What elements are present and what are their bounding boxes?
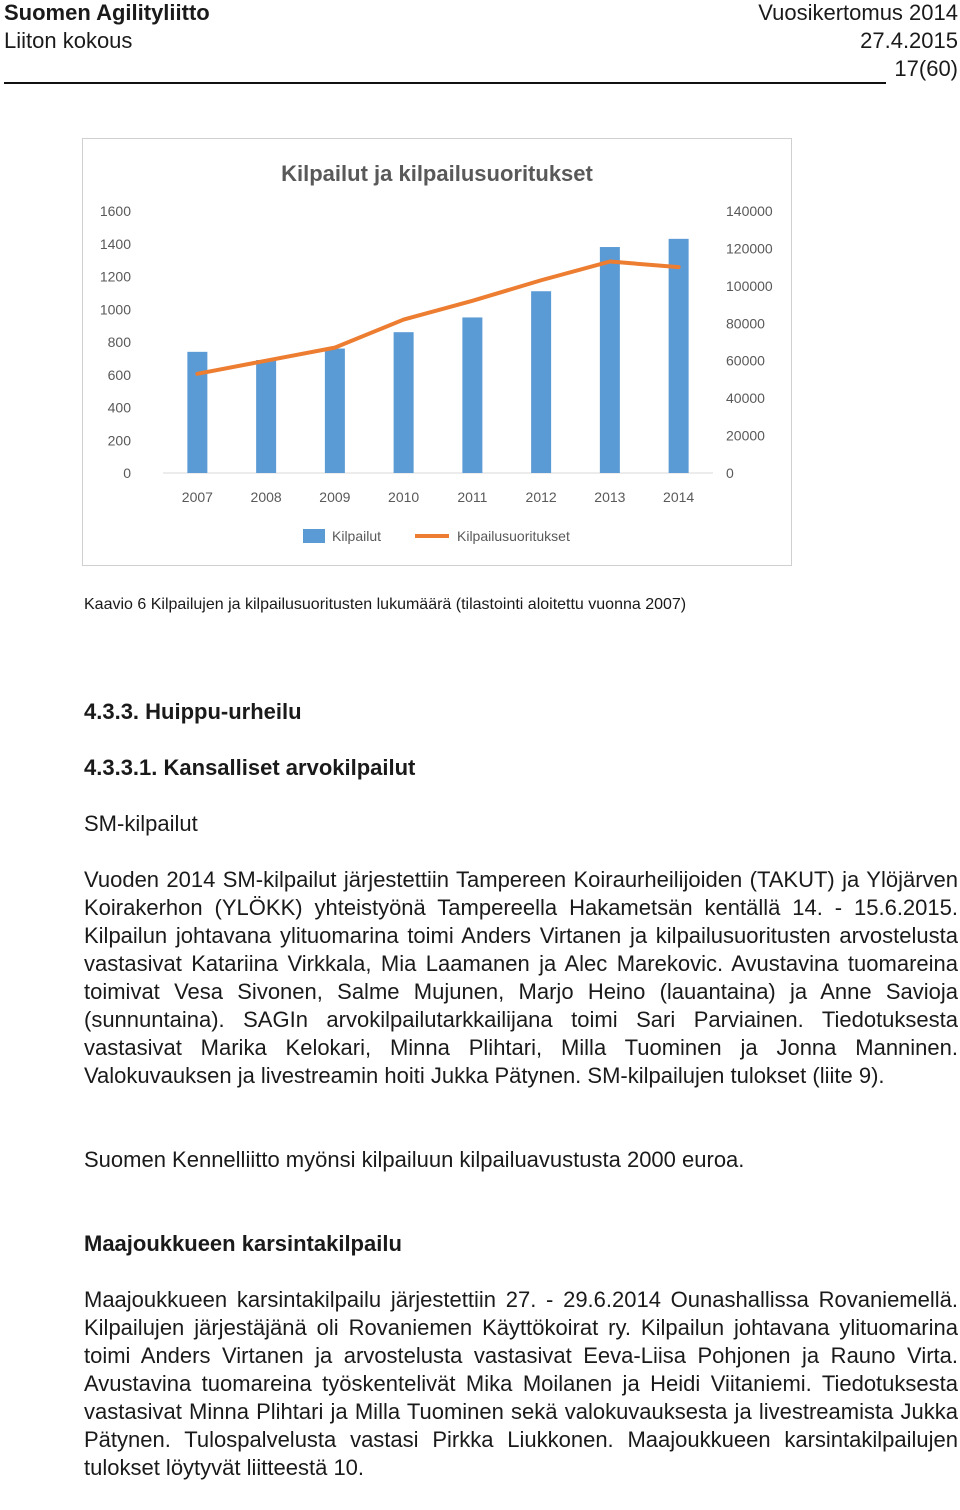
- x-tick-label: 2014: [663, 489, 695, 505]
- x-tick-label: 2007: [181, 489, 213, 505]
- right-tick-label: 100000: [726, 277, 773, 294]
- x-axis-ticks: [182, 489, 695, 505]
- left-axis-ticks: [100, 203, 131, 481]
- chart-legend: [303, 528, 570, 544]
- right-tick-label: 60000: [726, 352, 765, 369]
- heading-sm-kilpailut: SM-kilpailut: [84, 811, 198, 836]
- bar-2011: [462, 317, 482, 473]
- heading-kansalliset-arvokilpailut: 4.3.3.1. Kansalliset arvokilpailut: [84, 755, 416, 780]
- document-date: 27.4.2015: [860, 28, 958, 53]
- bar-2013: [600, 247, 620, 473]
- chart-title: Kilpailut ja kilpailusuoritukset: [281, 161, 593, 186]
- document-title: Vuosikertomus 2014: [758, 0, 958, 25]
- legend-swatch-kilpailut: [303, 529, 325, 543]
- left-tick-label: 1200: [99, 268, 131, 285]
- left-tick-label: 0: [123, 465, 131, 481]
- left-tick-label: 200: [107, 432, 131, 449]
- paragraph-sm-kilpailut: Vuoden 2014 SM-kilpailut järjestettiin Tampereen Koiraurheilijoiden (TAKUT) ja Ylöjärven Koirakerhon (YLÖKK) yhteistyönä Tampereella Hakametsän kentällä 14. - 15.6.2015. Kilpailun johtavana ylituomarina toimi Anders Virtanen ja kilpailusuoritusten arvostelusta vastasivat Katariina Virkkala, Mia Laamanen ja Alec Marekovic. Avustavina tuomareina toimivat Vesa Sivonen, Salme Mujunen, Marjo Heino (lauantaina) ja Anne Savioja (sunnuntaina). SAGIn arvokilpailutarkkailijana toimi Sari Parviainen. Tiedotuksesta vastasivat Marika Kelokari, Minna Plihtari, Milla Tuominen ja Jonna Manninen. Valokuvauksen ja livestreamin hoiti Jukka Pätynen. SM-kilpailujen tulokset (liite 9).: [84, 867, 958, 1088]
- left-tick-label: 600: [107, 366, 131, 383]
- heading-maajoukkueen-karsinta: Maajoukkueen karsintakilpailu: [84, 1231, 402, 1256]
- org-name: Suomen Agilityliitto: [4, 0, 210, 25]
- heading-huippu-urheilu: 4.3.3. Huippu-urheilu: [84, 699, 302, 724]
- bar-2008: [256, 360, 276, 473]
- right-tick-label: 40000: [726, 390, 765, 407]
- bar-series: [187, 239, 688, 473]
- legend-label-kilpailusuoritukset: Kilpailusuoritukset: [457, 528, 570, 544]
- paragraph-avustus: Suomen Kennelliitto myönsi kilpailuun kilpailuavustusta 2000 euroa.: [84, 1147, 745, 1172]
- bar-2009: [325, 349, 345, 473]
- legend-label-kilpailut: Kilpailut: [332, 528, 382, 544]
- right-tick-label: 20000: [726, 427, 765, 444]
- x-tick-label: 2009: [319, 489, 351, 505]
- x-tick-label: 2012: [525, 489, 557, 505]
- chart-caption: Kaavio 6 Kilpailujen ja kilpailusuoritusten lukumäärä (tilastointi aloitettu vuonna 2007): [84, 596, 687, 613]
- bar-2010: [394, 332, 414, 473]
- left-tick-label: 400: [107, 399, 131, 416]
- chart: [82, 138, 792, 566]
- paragraph-maajoukkueen-karsinta: Maajoukkueen karsintakilpailu järjestettiin 27. - 29.6.2014 Ounashallissa Rovaniemellä. Kilpailujen järjestäjänä oli Rovaniemen Käyttökoirat ry. Kilpailun johtavana ylituomarina toimi Anders Virtanen ja arvostelusta vastasivat Eeva-Liisa Pohjonen ja Rauno Virta. Avustavina tuomareina työskentelivät Mika Moilanen ja Heidi Viitaniemi. Tiedotuksesta vastasivat Minna Plihtari ja Milla Tuominen sekä valokuvauksesta ja livestreamista Jukka Pätynen. Tulospalvelusta vastasi Pirkka Liukkonen. Maajoukkueen karsintakilpailujen tulokset löytyvät liitteestä 10.: [84, 1287, 958, 1480]
- left-tick-label: 1000: [99, 301, 131, 318]
- left-tick-label: 1600: [99, 203, 131, 219]
- bar-2012: [531, 291, 551, 473]
- right-axis-ticks: [726, 203, 773, 481]
- left-tick-label: 1400: [99, 235, 131, 252]
- header-rule: [4, 82, 886, 84]
- x-tick-label: 2013: [594, 489, 626, 505]
- bar-2014: [669, 239, 689, 473]
- bar-2007: [187, 352, 207, 473]
- right-tick-label: 140000: [726, 203, 773, 219]
- meeting-name: Liiton kokous: [4, 28, 133, 53]
- left-tick-label: 800: [107, 334, 131, 350]
- right-tick-label: 80000: [726, 315, 765, 332]
- x-tick-label: 2008: [250, 489, 282, 505]
- chart-svg: [83, 139, 791, 565]
- right-tick-label: 120000: [726, 240, 773, 257]
- page-number: 17(60): [894, 56, 958, 81]
- right-tick-label: 0: [726, 465, 734, 481]
- x-tick-label: 2011: [457, 489, 488, 505]
- x-tick-label: 2010: [388, 489, 420, 505]
